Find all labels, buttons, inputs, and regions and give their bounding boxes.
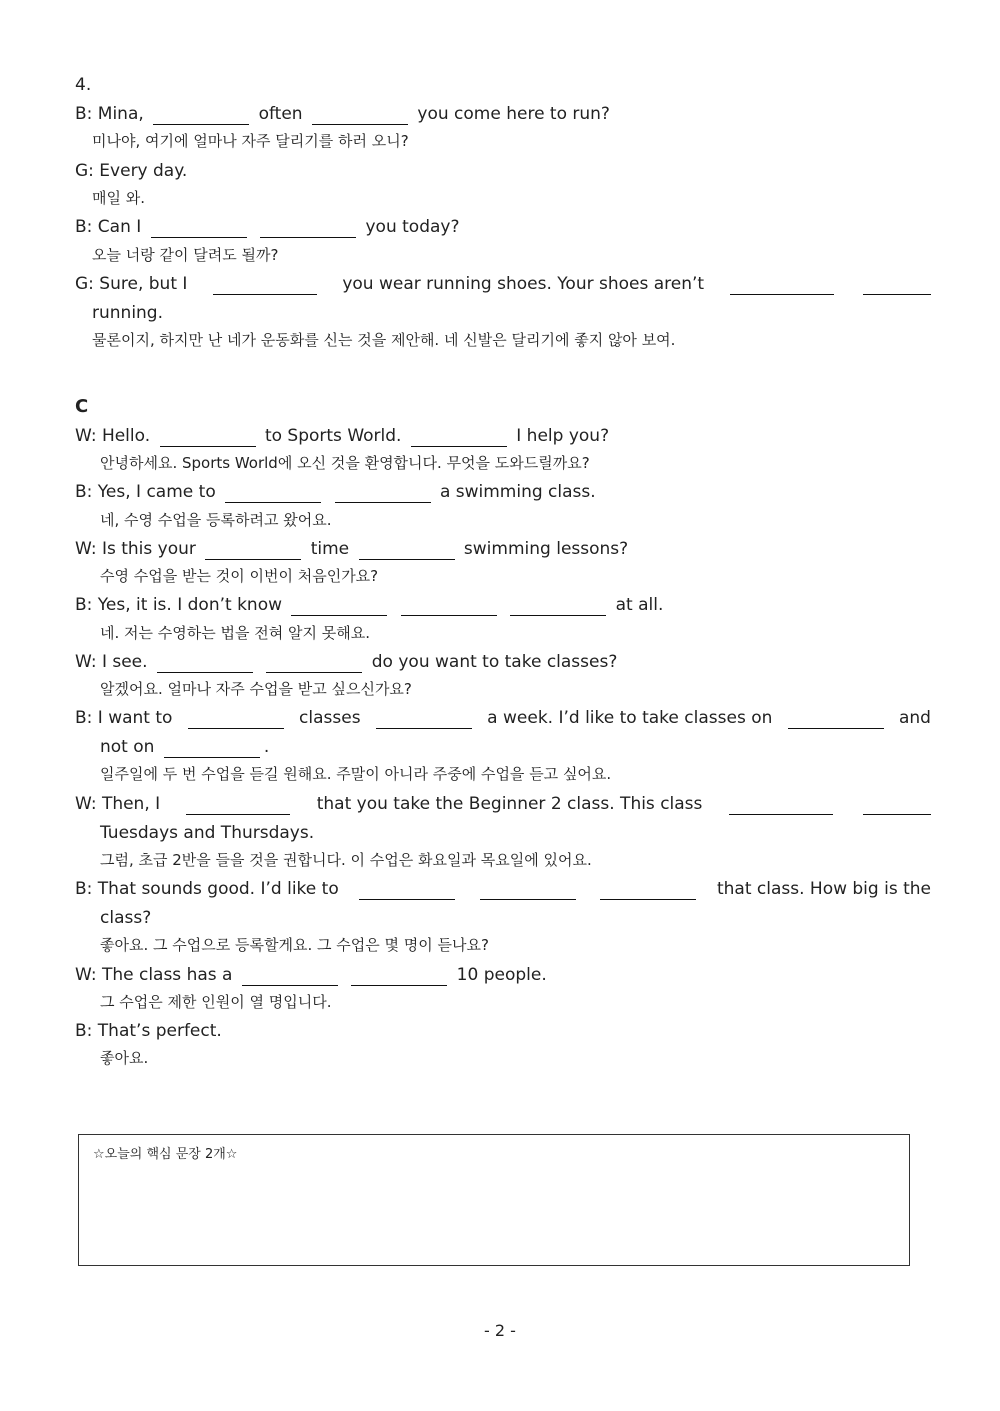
blank-input[interactable] — [188, 710, 284, 729]
korean-translation: 좋아요. — [100, 1049, 149, 1067]
blank-input[interactable] — [291, 597, 387, 616]
blank-input[interactable] — [213, 276, 317, 295]
korean-translation: 일주일에 두 번 수업을 듣길 원해요. 주말이 아니라 주중에 수업을 듣고 싶어요. — [100, 765, 612, 783]
korean-translation: 물론이지, 하지만 난 네가 운동화를 신는 것을 제안해. 네 신발은 달리기에 좋지 않아 보여. — [92, 331, 676, 349]
korean-translation: 그럼, 초급 2반을 들을 것을 권합니다. 이 수업은 화요일과 목요일에 있어요. — [100, 851, 592, 869]
blank-input[interactable] — [411, 428, 507, 447]
korean-translation: 미나야, 여기에 얼마나 자주 달리기를 하러 오니? — [92, 132, 409, 150]
blank-input[interactable] — [160, 428, 256, 447]
blank-input[interactable] — [242, 967, 338, 986]
dialog-line: G: Sure, but I you wear running shoes. Your shoes aren’t — [75, 273, 931, 295]
dialog-line: W: Hello. to Sports World. I help you? — [75, 426, 610, 446]
dialog-line-continued: Tuesdays and Thursdays. — [100, 823, 315, 843]
key-sentences-box[interactable] — [78, 1134, 910, 1266]
dialog-line: B: That sounds good. I’d like to that class. How big is the — [75, 879, 931, 899]
blank-input[interactable] — [312, 106, 408, 125]
dialog-line: B: Mina, often you come here to run? — [75, 104, 610, 124]
korean-translation: 안녕하세요. Sports World에 오신 것을 환영합니다. 무엇을 도와드릴까요? — [100, 454, 590, 472]
dialog-line: W: Then, I that you take the Beginner 2 class. This class — [75, 793, 931, 815]
dialog-line-continued: running. — [92, 303, 164, 323]
dialog-line: B: Yes, it is. I don’t know at all. — [75, 595, 664, 615]
korean-translation: 수영 수업을 받는 것이 이번이 처음인가요? — [100, 567, 379, 585]
korean-translation: 알겠어요. 얼마나 자주 수업을 받고 싶으신가요? — [100, 680, 412, 698]
blank-input[interactable] — [157, 654, 253, 673]
blank-input[interactable] — [863, 796, 931, 815]
blank-input[interactable] — [260, 219, 356, 238]
key-sentences-title: ☆오늘의 핵심 문장 2개☆ — [93, 1147, 238, 1162]
blank-input[interactable] — [863, 276, 931, 295]
blank-input[interactable] — [600, 881, 696, 900]
blank-input[interactable] — [335, 484, 431, 503]
korean-translation: 좋아요. 그 수업으로 등록할게요. 그 수업은 몇 명이 듣나요? — [100, 936, 489, 954]
blank-input[interactable] — [266, 654, 362, 673]
dialog-line: B: Can I you today? — [75, 217, 460, 237]
blank-input[interactable] — [401, 597, 497, 616]
dialog-line: B: That’s perfect. — [75, 1021, 222, 1041]
page-number: - 2 - — [484, 1321, 516, 1340]
question-number: 4. — [75, 75, 92, 95]
blank-input[interactable] — [510, 597, 606, 616]
blank-input[interactable] — [153, 106, 249, 125]
dialog-line: B: Yes, I came to a swimming class. — [75, 482, 596, 502]
korean-translation: 매일 와. — [92, 189, 146, 207]
korean-translation: 오늘 너랑 같이 달려도 될까? — [92, 246, 279, 264]
blank-input[interactable] — [729, 796, 833, 815]
section-title: C — [75, 396, 89, 417]
blank-input[interactable] — [480, 881, 576, 900]
blank-input[interactable] — [788, 710, 884, 729]
blank-input[interactable] — [359, 881, 455, 900]
blank-input[interactable] — [351, 967, 447, 986]
dialog-line-continued: class? — [100, 908, 152, 928]
dialog-line: W: I see. do you want to take classes? — [75, 652, 618, 672]
blank-input[interactable] — [186, 796, 290, 815]
korean-translation: 그 수업은 제한 인원이 열 명입니다. — [100, 993, 332, 1011]
blank-input[interactable] — [164, 739, 260, 758]
blank-input[interactable] — [151, 219, 247, 238]
blank-input[interactable] — [359, 541, 455, 560]
dialog-line: G: Every day. — [75, 161, 188, 181]
blank-input[interactable] — [205, 541, 301, 560]
dialog-line: B: I want to classes a week. I’d like to take classes on and — [75, 708, 931, 728]
dialog-line: W: Is this your time swimming lessons? — [75, 539, 629, 559]
korean-translation: 네. 저는 수영하는 법을 전혀 알지 못해요. — [100, 624, 370, 642]
dialog-line: W: The class has a 10 people. — [75, 965, 547, 985]
korean-translation: 네, 수영 수업을 등록하려고 왔어요. — [100, 511, 332, 529]
blank-input[interactable] — [730, 276, 834, 295]
blank-input[interactable] — [225, 484, 321, 503]
dialog-line-continued: not on . — [100, 737, 270, 757]
blank-input[interactable] — [376, 710, 472, 729]
